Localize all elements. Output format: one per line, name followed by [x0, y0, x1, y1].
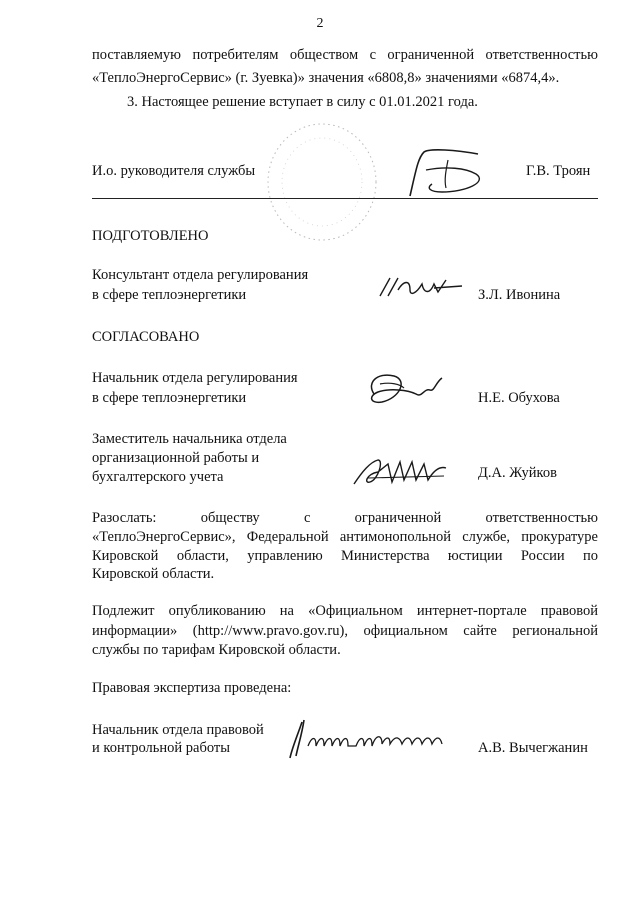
agreed-second-position-line-2: организационной работы и	[92, 450, 260, 466]
legal-heading: Правовая экспертиза проведена:	[92, 680, 292, 696]
agreed-second-signature	[348, 450, 452, 494]
prepared-position-line-2: в сфере теплоэнергетики	[92, 287, 247, 303]
legal-name: А.В. Вычегжанин	[478, 740, 588, 756]
distribution-line-1: Разослать: обществу с ограниченной ответственностью	[92, 510, 598, 526]
legal-position-line-2: и контрольной работы	[92, 740, 230, 756]
publication-line-1: Подлежит опубликованию на «Официальном интернет-портале правовой	[92, 603, 598, 619]
head-name: Г.В. Троян	[526, 163, 591, 179]
agreed-first-signature	[360, 368, 450, 412]
prepared-name: З.Л. Ивонина	[478, 287, 561, 303]
distribution-line-4: Кировской области.	[92, 566, 215, 582]
head-signature	[396, 140, 506, 202]
agreed-second-position-line-3: бухгалтерского учета	[92, 469, 224, 485]
agreed-first-position-line-1: Начальник отдела регулирования	[92, 370, 298, 386]
legal-signature	[284, 716, 456, 762]
agreed-second-name: Д.А. Жуйков	[478, 465, 557, 481]
head-position: И.о. руководителя службы	[92, 163, 256, 179]
publication-line-2: информации» (http://www.pravo.gov.ru), официальном сайте региональной	[92, 623, 598, 639]
stamp-impression	[262, 118, 382, 246]
agreed-heading: СОГЛАСОВАНО	[92, 329, 200, 345]
page-number: 2	[316, 16, 324, 31]
agreed-second-position-line-1: Заместитель начальника отдела	[92, 431, 287, 447]
prepared-signature	[376, 270, 468, 302]
prepared-heading: ПОДГОТОВЛЕНО	[92, 228, 209, 244]
legal-position-line-1: Начальник отдела правовой	[92, 722, 264, 738]
decision-item-3: 3. Настоящее решение вступает в силу с 01.01.2021 года.	[127, 94, 478, 110]
agreed-first-name: Н.Е. Обухова	[478, 390, 560, 406]
distribution-line-2: «ТеплоЭнергоСервис», Федеральной антимонопольной службе, прокуратуре	[92, 529, 598, 545]
prepared-position-line-1: Консультант отдела регулирования	[92, 267, 309, 283]
agreed-first-position-line-2: в сфере теплоэнергетики	[92, 390, 247, 406]
publication-line-3: службы по тарифам Кировской области.	[92, 642, 341, 658]
separator-rule	[92, 198, 598, 199]
continuation-line-2: «ТеплоЭнергоСервис» (г. Зуевка)» значения «6808,8» значениями «6874,4».	[92, 70, 560, 86]
continuation-line-1: поставляемую потребителям обществом с ограниченной ответственностью	[92, 47, 598, 63]
distribution-line-3: Кировской области, управлению Министерства юстиции России по	[92, 548, 598, 564]
